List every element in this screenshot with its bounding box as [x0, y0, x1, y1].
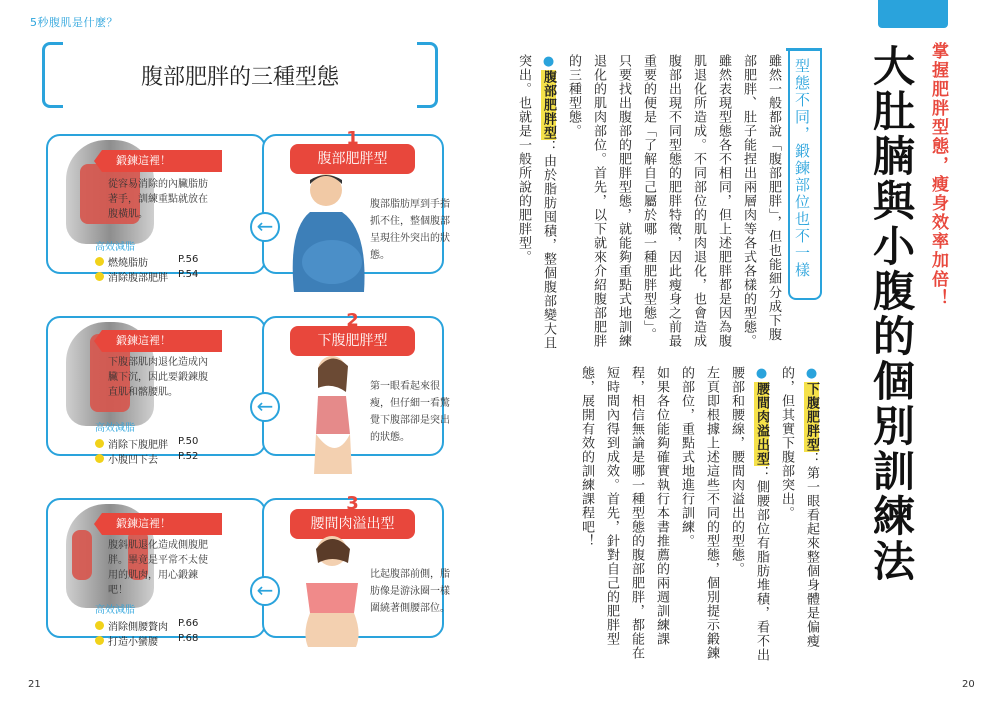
woman-side-fat-illustration — [292, 533, 374, 647]
right-page-subtitle: 掌握肥胖型態，瘦身效率加倍！ — [928, 42, 948, 308]
item-2-text: ：第一眼看起來整個身體是偏瘦的，但其實下腹部突出。 — [779, 366, 819, 648]
item-3-label: 腰間肉溢出型 — [754, 382, 769, 466]
right-page-title: 大肚腩與小腹的個別訓練法 — [867, 44, 916, 584]
type-name-2: 下腹肥胖型 — [317, 333, 388, 349]
effect-item — [95, 269, 168, 284]
paragraph-1-text: 雖然一般都說「腹部肥胖」，但也能細分成下腹部肥胖、肚子能捏出兩層肉等各式各樣的型態。雖然表現型態各不相同，但上述肥胖都是因為腹肌退化所造成。不同部位的肌肉退化，也會造成腹部出現不同型態的肥胖特徵，因此瘦身之前最重要的便是「了解自己屬於哪一種肥胖型態」。只要找出腹部的肥胖型態，就能夠重點式地訓練退化的肌肉部位。首先，以下就來介紹腹部肥胖的三種型態。 — [566, 54, 781, 348]
effect-item-page: P.56 — [178, 254, 199, 265]
effect-item — [95, 436, 168, 451]
train-here-tag-1: 鍛鍊這裡！ — [102, 150, 222, 172]
effect-item — [95, 633, 158, 648]
bullet-icon — [95, 272, 104, 281]
section-header: 5秒腹肌是什麼？ — [30, 16, 118, 29]
item-1-label: 腹部肥胖型 — [541, 70, 556, 140]
bullet-icon — [95, 636, 104, 645]
box-desc-1: 從容易消除的內臟脂肪著手，訓練重點就放在腹橫肌。 — [108, 179, 208, 220]
arrow-left-icon: ← — [250, 392, 280, 422]
page-number-left: 21 — [28, 679, 41, 690]
arrow-left-icon: ← — [250, 212, 280, 242]
effect-label-3: 高效減脂 — [95, 605, 135, 616]
type-desc-1: 腹部脂肪厚到手指抓不住，整個腹部呈現往外突出的狀態。 — [370, 199, 450, 261]
effect-label-1: 高效減脂 — [95, 242, 135, 253]
type-number-3: 3 — [346, 493, 359, 514]
type-desc-3: 比起腹部前側，脂肪像是游泳圈一樣圍繞著側腰部位。 — [370, 569, 450, 614]
type-number-2: 2 — [346, 310, 359, 331]
effect-item-label: 打造小蠻腰 — [108, 637, 158, 648]
paragraph-2-text: 左頁即根據上述這些不同的型態，個別提示鍛鍊的部位，重點式地進行訓練。 — [679, 366, 719, 660]
box-desc-2: 下腹部肌肉退化造成內臟下沉，因此要鍛鍊腹直肌和髂腰肌。 — [108, 357, 208, 398]
bullet-icon — [95, 621, 104, 630]
effect-item — [95, 618, 168, 633]
effect-item-label: 消除側腰贅肉 — [108, 622, 168, 633]
effect-item-page: P.68 — [178, 633, 199, 644]
effect-item-label: 消除腹部肥胖 — [108, 273, 168, 284]
effect-label-2: 高效減脂 — [95, 423, 135, 434]
effect-item-label: 消除下腹肥胖 — [108, 440, 168, 451]
page-number-right: 20 — [962, 679, 975, 690]
effect-item-page: P.52 — [178, 451, 199, 462]
item-1-text: ：由於脂肪囤積，整個腹部變大且突出。也就是一般所說的肥胖型。 — [516, 54, 556, 350]
effect-item — [95, 254, 148, 269]
type-desc-2: 第一眼看起來很瘦，但仔細一看驚覺下腹部卻是突出的狀態。 — [370, 381, 450, 443]
bullet-dot-icon: ● — [804, 366, 819, 382]
bullet-icon — [95, 257, 104, 266]
body-paragraph-1 — [511, 54, 786, 350]
woman-lower-belly-illustration — [296, 352, 366, 474]
bullet-icon — [95, 454, 104, 463]
box-desc-3: 腹斜肌退化造成側腹肥胖。畢竟是平常不太使用的肌肉，用心鍛鍊吧！ — [108, 540, 208, 596]
type-number-1: 1 — [346, 128, 359, 149]
type-name-1: 腹部肥胖型 — [317, 151, 388, 167]
effect-item — [95, 451, 158, 466]
effect-item-page: P.66 — [178, 618, 199, 629]
train-here-tag-2: 鍛鍊這裡！ — [102, 330, 222, 352]
bullet-dot-icon: ● — [754, 366, 769, 382]
bullet-icon — [95, 439, 104, 448]
effect-item-page: P.50 — [178, 436, 199, 447]
left-page-title: 腹部肥胖的三種型態 — [140, 65, 339, 90]
paragraph-3-text: 如果各位能夠確實執行本書推薦的兩週訓練課程，相信無論是哪一種型態的腹部肥胖，都能在短時間內得到成效。首先，針對自己的肥胖型態，展開有效的訓練課程吧！ — [579, 366, 669, 660]
item-2-label: 下腹肥胖型 — [804, 382, 819, 452]
bullet-dot-icon: ● — [541, 54, 556, 70]
man-belly-illustration — [280, 170, 375, 292]
effect-item-label: 燃燒脂肪 — [108, 258, 148, 269]
top-accent-bar — [878, 0, 948, 28]
body-paragraph-2 — [574, 366, 824, 662]
item-3-text: ：側腰部位有脂肪堆積，看不出腰部和腰線，腰間肉溢出的型態。 — [729, 366, 769, 662]
type-name-3: 腰間肉溢出型 — [310, 516, 395, 532]
arrow-left-icon: ← — [250, 576, 280, 606]
section-title: 型態不同，鍛鍊部位也不一樣 — [793, 58, 811, 279]
left-title-frame — [42, 42, 438, 108]
effect-item-page: P.54 — [178, 269, 199, 280]
train-here-tag-3: 鍛鍊這裡！ — [102, 513, 222, 535]
effect-item-label: 小腹凹下去 — [108, 455, 158, 466]
